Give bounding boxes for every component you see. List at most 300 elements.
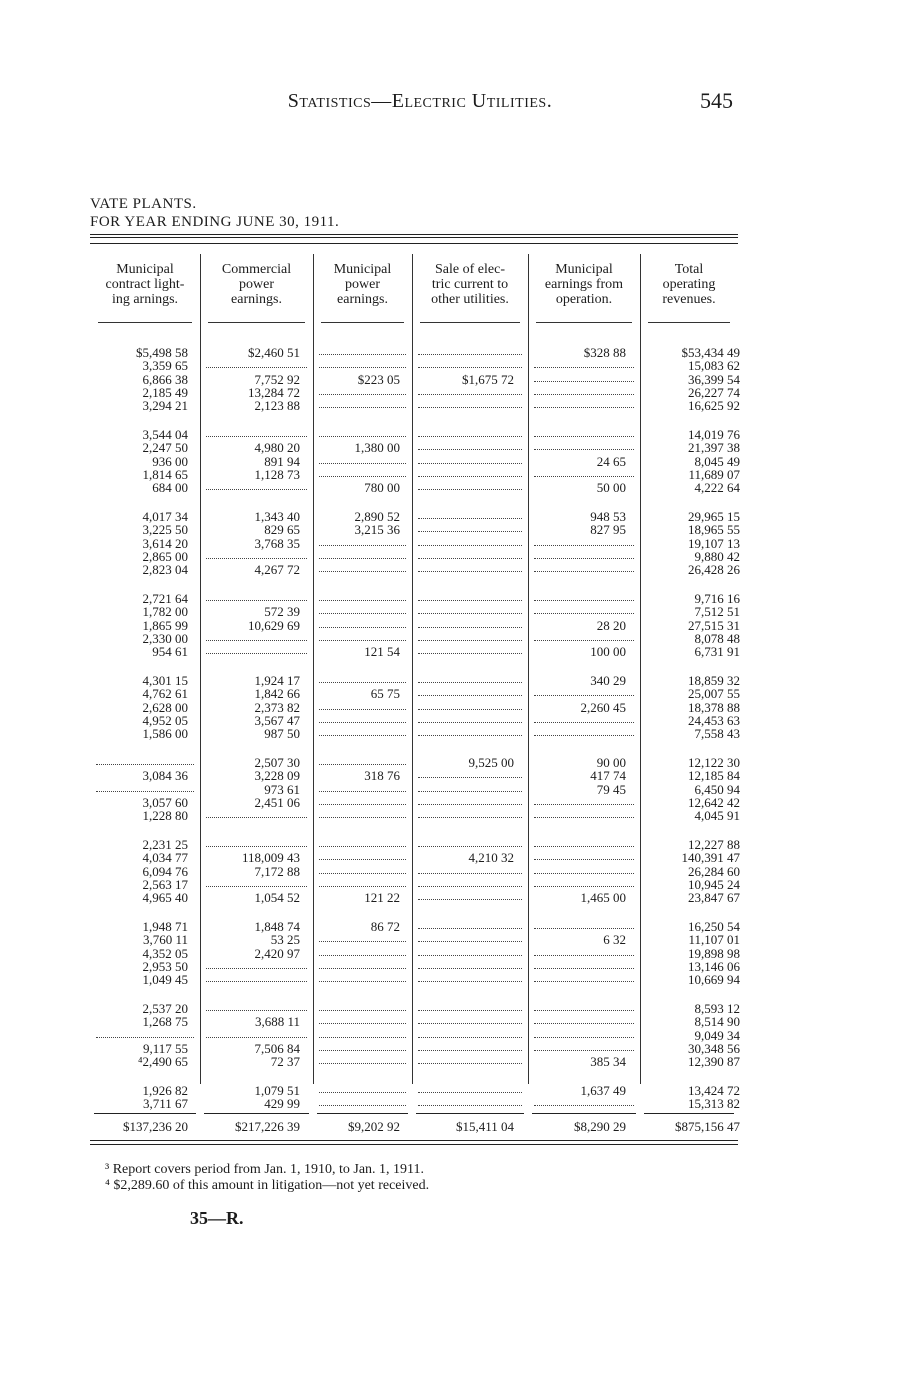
leader-dots [418,525,522,532]
leader-dots [319,1044,406,1051]
table-cell: 1,637 49 [580,1083,626,1098]
table-cell: 429 99 [264,1096,300,1112]
table-cell: 12,227 88 [688,837,740,852]
leader-dots [418,483,522,490]
table-cell: 8,514 90 [694,1014,740,1030]
table-cell: 6,094 76 [142,863,188,879]
leader-dots [534,552,634,559]
table-cell: 8,593 12 [694,1001,740,1016]
column-header: Municipal earnings from operation. [544,262,624,307]
table-cell: 4,210 32 [468,850,514,866]
table-cell: 1,865 99 [142,617,188,633]
table-cell: 2,231 25 [142,837,188,852]
totals-rule [416,1113,524,1114]
column-header-rule [536,322,632,323]
totals-rule [532,1113,636,1114]
table-cell: 1,814 65 [142,466,188,482]
bottom-rule [90,1140,738,1141]
leader-dots [206,483,307,490]
leader-dots [418,676,522,683]
leader-dots [206,840,307,847]
leader-dots [534,1004,634,1011]
table-cell: 13,284 72 [248,384,300,400]
column-header-rule [208,322,305,323]
table-cell: 948 53 [590,509,626,524]
table-cell: 3,228 09 [254,768,300,784]
leader-dots [319,539,406,546]
leader-dots [418,1031,522,1038]
column-total: $8,290 29 [574,1119,626,1134]
table-cell: 21,397 38 [688,440,740,456]
leader-dots [319,607,406,614]
leader-dots [534,430,634,437]
table-cell: 2,373 82 [254,699,300,715]
leader-dots [418,361,522,368]
leader-dots [319,361,406,368]
table-cell: 1,343 40 [254,509,300,524]
leader-dots [418,703,522,710]
table-cell: 417 74 [590,768,626,784]
leader-dots [418,962,522,969]
table-cell: $1,675 72 [462,371,514,387]
leader-dots [418,457,522,464]
leader-dots [319,716,406,723]
table-cell: 9,525 00 [468,755,514,770]
leader-dots [418,552,522,559]
table-cell: 1,054 52 [254,890,300,906]
table-cell: 18,965 55 [688,522,740,538]
table-cell: 72 37 [270,1054,300,1070]
leader-dots [418,949,522,956]
table-cell: 140,391 47 [681,850,740,866]
leader-dots [206,880,307,887]
table-cell: $223 05 [357,371,400,387]
table-cell: 1,842 66 [254,686,300,702]
table-cell: 15,083 62 [688,358,740,374]
table-cell: $328 88 [583,345,626,360]
table-cell: 12,390 87 [688,1054,740,1070]
table-cell: 318 76 [364,768,400,784]
table-cell: 65 75 [370,686,400,702]
leader-dots [534,811,634,818]
table-cell: 2,628 00 [142,699,188,715]
table-cell: 7,558 43 [694,726,740,742]
leader-dots [418,443,522,450]
leader-dots [206,811,307,818]
leader-dots [319,552,406,559]
table-cell: 1,948 71 [142,919,188,934]
leader-dots [319,594,406,601]
table-cell: 18,859 32 [688,673,740,688]
leader-dots [319,1017,406,1024]
table-cell: 53 25 [270,932,300,948]
leader-dots [418,634,522,641]
leader-dots [319,1086,406,1093]
totals-rule [317,1113,408,1114]
leader-dots [418,1086,522,1093]
leader-dots [534,361,634,368]
table-cell: 118,009 43 [241,850,300,866]
leader-dots [534,798,634,805]
leader-dots [418,880,522,887]
table-cell: 4,017 34 [142,509,188,524]
table-cell: 987 50 [264,726,300,742]
table-cell: 4,762 61 [142,686,188,702]
leader-dots [319,840,406,847]
leader-dots [534,1099,634,1106]
column-separator [412,254,413,1084]
leader-dots [418,798,522,805]
table-cell: 2,247 50 [142,440,188,456]
table-cell: ⁴2,490 65 [137,1054,188,1070]
table-cell: 3,294 21 [142,398,188,414]
column-separator [528,254,529,1084]
table-cell: $2,460 51 [248,345,300,360]
table-cell: 9,880 42 [694,548,740,564]
leader-dots [319,676,406,683]
table-cell: 780 00 [364,480,400,496]
column-separator [640,254,641,1084]
totals-rule [644,1113,734,1114]
bottom-rule [90,1144,738,1145]
column-header: Municipal contract light- ing arnings. [105,262,185,307]
table-cell: 4,980 20 [254,440,300,456]
table-cell: 2,451 06 [254,794,300,810]
leader-dots [418,401,522,408]
table-cell: 829 65 [264,522,300,538]
top-rule-inner [90,243,738,244]
table-cell: 936 00 [152,453,188,469]
table-cell: 891 94 [264,453,300,469]
leader-dots [418,565,522,572]
table-cell: 2,953 50 [142,958,188,974]
table-cell: 19,898 98 [688,945,740,961]
leader-dots [418,594,522,601]
table-cell: 1,848 74 [254,919,300,934]
table-cell: 18,378 88 [688,699,740,715]
table-cell: 19,107 13 [688,535,740,551]
table-cell: 7,752 92 [254,371,300,387]
table-cell: 3,057 60 [142,794,188,810]
leader-dots [319,621,406,628]
leader-dots [96,1031,194,1038]
signature-mark: 35—R. [190,1208,244,1228]
leader-dots [319,853,406,860]
leader-dots [534,1031,634,1038]
leader-dots [418,607,522,614]
top-rule-double [90,237,738,238]
table-cell: 100 00 [590,644,626,660]
table-cell: 4,352 05 [142,945,188,961]
table-cell: 954 61 [152,644,188,660]
leader-dots [418,840,522,847]
leader-dots [534,375,634,382]
table-cell: 27,515 31 [688,617,740,633]
column-total: $9,202 92 [348,1119,400,1134]
leader-dots [319,962,406,969]
leader-dots [534,443,634,450]
table-cell: 3,567 47 [254,712,300,728]
table-cell: 827 95 [590,522,626,538]
table-cell: 3,688 11 [254,1014,300,1030]
leader-dots [206,1031,307,1038]
table-cell: 36,399 54 [688,371,740,387]
leader-dots [534,539,634,546]
table-cell: 23,847 67 [688,890,740,906]
leader-dots [418,348,522,355]
table-cell: 1,586 00 [142,726,188,742]
leader-dots [319,430,406,437]
table-cell: 572 39 [264,604,300,620]
table-cell: 973 61 [264,781,300,797]
column-total: $137,236 20 [123,1119,188,1134]
table-cell: 2,890 52 [354,509,400,524]
table-cell: 26,227 74 [688,384,740,400]
table-cell: 1,049 45 [142,972,188,988]
leader-dots [418,935,522,942]
leader-dots [534,853,634,860]
leader-dots [319,634,406,641]
table-cell: 121 54 [364,644,400,660]
section-subheading: FOR YEAR ENDING JUNE 30, 1911. [90,214,340,230]
table-cell: 50 00 [596,480,626,496]
leader-dots [319,729,406,736]
table-cell: 3,359 65 [142,358,188,374]
table-cell: 16,250 54 [688,919,740,934]
leader-dots [319,880,406,887]
table-cell: 3,768 35 [254,535,300,551]
table-cell: 2,563 17 [142,876,188,892]
leader-dots [418,1044,522,1051]
table-cell: 2,330 00 [142,630,188,646]
table-cell: 2,507 30 [254,755,300,770]
leader-dots [534,388,634,395]
leader-dots [534,962,634,969]
table-cell: 1,782 00 [142,604,188,620]
table-cell: 6 32 [603,932,626,948]
totals-rule [94,1113,196,1114]
leader-dots [418,785,522,792]
table-cell: 26,428 26 [688,562,740,578]
table-cell: 1,924 17 [254,673,300,688]
table-cell: 1,380 00 [354,440,400,456]
table-cell: 90 00 [596,755,626,770]
leader-dots [206,634,307,641]
table-cell: $5,498 58 [136,345,188,360]
table-cell: 79 45 [596,781,626,797]
leader-dots [319,867,406,874]
table-cell: 2,823 04 [142,562,188,578]
column-header: Commercial power earnings. [221,262,292,307]
table-cell: 13,146 06 [688,958,740,974]
column-total: $15,411 04 [455,1119,514,1134]
table-cell: 28 20 [596,617,626,633]
table-cell: 14,019 76 [688,427,740,442]
leader-dots [319,457,406,464]
table-cell: 8,078 48 [694,630,740,646]
leader-dots [534,607,634,614]
leader-dots [206,430,307,437]
leader-dots [206,962,307,969]
table-cell: 3,225 50 [142,522,188,538]
table-cell: 2,123 88 [254,398,300,414]
table-cell: 10,669 94 [688,972,740,988]
table-cell: 86 72 [370,919,400,934]
table-cell: 1,079 51 [254,1083,300,1098]
leader-dots [418,893,522,900]
table-cell: 16,625 92 [688,398,740,414]
table-cell: 8,045 49 [694,453,740,469]
table-cell: 3,711 67 [142,1096,188,1112]
table-cell: 13,424 72 [688,1083,740,1098]
totals-rule [204,1113,309,1114]
table-cell: 7,506 84 [254,1040,300,1056]
table-cell: 4,952 05 [142,712,188,728]
leader-dots [534,840,634,847]
footnote-4: ⁴ $2,289.60 of this amount in litigation—not yet received. [105,1178,430,1193]
footnote-3: ³ Report covers period from Jan. 1, 1910, to Jan. 1, 1911. [105,1162,425,1177]
column-separator [200,254,201,1084]
table-cell: 25,007 55 [688,686,740,702]
leader-dots [418,867,522,874]
table-cell: $53,434 49 [681,345,740,360]
leader-dots [418,689,522,696]
leader-dots [418,539,522,546]
leader-dots [534,565,634,572]
leader-dots [418,811,522,818]
table-cell: 1,465 00 [580,890,626,906]
leader-dots [206,594,307,601]
table-cell: 1,128 73 [254,466,300,482]
leader-dots [319,798,406,805]
leader-dots [206,552,307,559]
table-cell: 24 65 [596,453,626,469]
leader-dots [534,401,634,408]
table-cell: 6,866 38 [142,371,188,387]
leader-dots [418,621,522,628]
table-cell: 7,172 88 [254,863,300,879]
leader-dots [319,401,406,408]
leader-dots [534,634,634,641]
leader-dots [319,949,406,956]
leader-dots [418,975,522,982]
table-cell: 6,450 94 [694,781,740,797]
leader-dots [418,1099,522,1106]
table-cell: 15,313 82 [688,1096,740,1112]
leader-dots [319,758,406,765]
column-separator [313,254,314,1084]
table-cell: 29,965 15 [688,509,740,524]
column-header-rule [98,322,192,323]
leader-dots [319,1031,406,1038]
leader-dots [418,647,522,654]
section-heading: VATE PLANTS. [90,196,197,212]
leader-dots [534,922,634,929]
leader-dots [418,388,522,395]
leader-dots [534,880,634,887]
column-header-rule [648,322,730,323]
table-cell: 4,267 72 [254,562,300,578]
leader-dots [534,975,634,982]
leader-dots [319,703,406,710]
leader-dots [418,716,522,723]
table-cell: 11,689 07 [688,466,740,482]
leader-dots [418,771,522,778]
table-cell: 4,045 91 [694,808,740,824]
leader-dots [319,1099,406,1106]
leader-dots [534,1044,634,1051]
leader-dots [418,430,522,437]
table-cell: 24,453 63 [688,712,740,728]
table-cell: 2,537 20 [142,1001,188,1016]
leader-dots [534,729,634,736]
leader-dots [418,1057,522,1064]
table-cell: 3,760 11 [142,932,188,948]
leader-dots [418,1017,522,1024]
table-cell: 10,629 69 [248,617,300,633]
leader-dots [319,348,406,355]
leader-dots [319,785,406,792]
table-cell: 12,642 42 [688,794,740,810]
leader-dots [319,388,406,395]
table-cell: 2,865 00 [142,548,188,564]
leader-dots [534,1017,634,1024]
leader-dots [319,935,406,942]
leader-dots [418,512,522,519]
leader-dots [534,689,634,696]
table-cell: 2,185 49 [142,384,188,400]
table-cell: 9,117 55 [142,1040,188,1056]
table-cell: 2,721 64 [142,591,188,606]
table-cell: 684 00 [152,480,188,496]
table-cell: 1,228 80 [142,808,188,824]
table-cell: 10,945 24 [688,876,740,892]
table-cell: 4,034 77 [142,850,188,866]
column-total: $875,156 47 [675,1119,740,1134]
table-cell: 4,222 64 [694,480,740,496]
table-cell: 30,348 56 [688,1040,740,1056]
column-header-rule [420,322,520,323]
leader-dots [418,1004,522,1011]
table-cell: 3,544 04 [142,427,188,442]
table-cell: 1,268 75 [142,1014,188,1030]
column-header-rule [321,322,404,323]
table-cell: 9,716 16 [694,591,740,606]
leader-dots [534,470,634,477]
table-cell: 121 22 [364,890,400,906]
leader-dots [96,785,194,792]
column-total: $217,226 39 [235,1119,300,1134]
leader-dots [418,729,522,736]
table-cell: 11,107 01 [688,932,740,948]
leader-dots [96,758,194,765]
running-title: Statistics—Electric Utilities. [287,90,553,112]
table-cell: 7,512 51 [694,604,740,620]
top-rule [90,234,738,235]
leader-dots [534,716,634,723]
leader-dots [534,867,634,874]
leader-dots [418,470,522,477]
leader-dots [319,470,406,477]
leader-dots [534,594,634,601]
column-header: Sale of elec- tric current to other utilities. [431,262,509,307]
table-cell: 3,084 36 [142,768,188,784]
table-cell: 4,965 40 [142,890,188,906]
table-cell: 3,215 36 [354,522,400,538]
leader-dots [206,647,307,654]
table-cell: 6,731 91 [694,644,740,660]
leader-dots [319,975,406,982]
